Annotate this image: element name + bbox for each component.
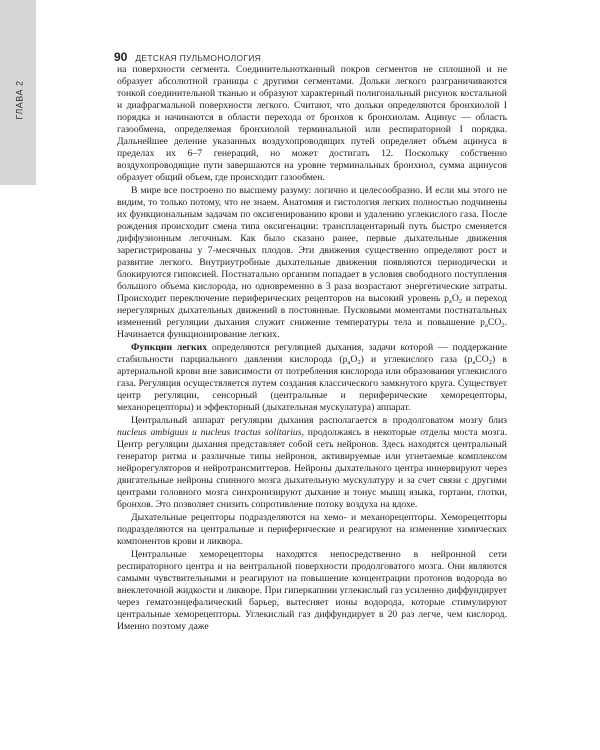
body-text bbox=[117, 64, 507, 633]
paragraph-1: на поверхности сегмента. Соединительнотканный покров сегментов не сплошной и не образует абсолютной границы с другими сегментами. Дольки легкого разграничиваются тонкой соединительной тканью и образуют характерный полигональный рисунок костальной и диафрагмальной поверхности легкого. Считают, что дольки определяются бронхиолой I порядка и начинаются в области перехода от бронхов к бронхиолам. Ацинус — область газообмена, определяемая бронхиолой терминальной или респираторной I порядка. Дальнейшее деление указанных воздухопроводящих путей определяет объем ацинуса в пределах их 6–7 генераций, но может достигать 12. Поскольку собственно воздухопроводящие пути завершаются на уровне терминальных бронхиол, сумма ацинусов образует общий объем, где происходит газообмен. bbox=[117, 64, 507, 183]
paragraph-2 bbox=[117, 185, 507, 341]
subscript-2: 2 bbox=[357, 359, 361, 366]
subscript-2: 2 bbox=[458, 298, 463, 305]
subscript-a: a bbox=[472, 359, 476, 366]
latin-conjunction: и bbox=[188, 427, 201, 438]
chapter-tab bbox=[12, 70, 26, 130]
subscript-a: a bbox=[484, 322, 488, 329]
paragraph-4-text-a: Центральный аппарат регуляции дыхания располагается в продолговатом мозгу близ bbox=[131, 415, 507, 426]
paragraph-3-text-d: CO bbox=[475, 354, 489, 365]
paragraph-2-text-a: В мире все построено по высшему разуму: логично и целесообразно. И если мы этого не видим, то только потому, что не знаем. Анатомия и гистология легких полностью подчинены их функциональным задачам по оксигенированию крови и удалению углекислого газа. После рождения происходит смена типа оксигенации: трансплацентарный путь быстро сменяется диффузионным легочным. Как было сказано ранее, первые дыхательные движения зарегистрированы у 7-месячных плодов. Эти движения существенно определяют рост и развитие легкого. Внутриутробные дыхательные движения появляются периодически и блокируются гипоксией. Постнатально организм попадает в условия свободного поступления большого объема кислорода, но одновременно в 3 раза возрастают энергетические затраты. Происходит переключение периферических рецепторов на высокий уровень p bbox=[117, 185, 507, 304]
paragraph-2-text-b: O bbox=[451, 293, 459, 304]
paragraph-2-text-c: и переход нерегулярных дыхательных движений в постоянные. Пусковыми моментами постнатальных изменений регуляции дыхания служит снижение температуры тела и повышение p bbox=[117, 293, 507, 328]
paragraph-5: Дыхательные рецепторы подразделяются на хемо- и механорецепторы. Хеморецепторы подразделяются на центральные и периферические и реагируют на изменение химических компонентов крови и ликвора. bbox=[117, 512, 507, 547]
paragraph-3-text-e: ) в артериальной крови вне зависимости от потребления кислорода или образования углекислого газа. Регуляция осуществляется путем создания классического замкнутого круга. Существует центр регуляции, сенсорный (центральные и периферические хеморецепторы, механорецепторы) и эффекторный (дыхательная мускулатура) аппарат. bbox=[117, 354, 507, 413]
chapter-tab-label: ГЛАВА 2 bbox=[14, 80, 24, 120]
latin-term-2: nucleus tractus solitarius bbox=[200, 427, 302, 438]
subscript-a: a bbox=[448, 298, 452, 305]
subscript-a: a bbox=[347, 359, 351, 366]
latin-term-1: nucleus ambiguus bbox=[117, 427, 189, 438]
paragraph-3-text-a: определяются регуляцией дыхания, задачи которой — поддержание стабильности парциального давления кислорода (p bbox=[117, 342, 507, 365]
paragraph-3-text-b: O bbox=[350, 354, 358, 365]
paragraph-4 bbox=[117, 415, 507, 511]
paragraph-4-text-c: , продолжаясь в некоторые отделы моста мозга. Центр регуляции дыхания представляет собой сеть нейронов. Здесь находятся центральный генератор ритма и различные типы нейронов, активируемые или угнетаемые комплексом нейрорегуляторов и нейротрансмиттеров. Нейроны дыхательного центра иннервируют через двигательные нейроны спинного мозга дыхательную мускулатуру и за счет связи с другими центрами головного мозга синхронизируют дыхание и тонус мышц языка, гортани, глотки, бронхов. Это позволяет снизить сопротивление потоку воздуха на вдохе. bbox=[117, 427, 507, 510]
subscript-2: 2 bbox=[501, 322, 505, 329]
paragraph-2-text-e: . Начинается функционирование легких. bbox=[117, 317, 507, 340]
lung-functions-term: Функции легких bbox=[131, 342, 208, 353]
paragraph-3 bbox=[117, 342, 507, 414]
chapter-sidebar bbox=[0, 0, 36, 185]
subscript-2: 2 bbox=[488, 359, 492, 366]
running-title: ДЕТСКАЯ ПУЛЬМОНОЛОГИЯ bbox=[135, 53, 262, 63]
running-head bbox=[114, 50, 508, 64]
page-number: 90 bbox=[114, 50, 128, 64]
paragraph-3-text-c: ) и углекислого газа (p bbox=[360, 354, 473, 365]
paragraph-2-text-d: CO bbox=[487, 317, 502, 328]
paragraph-6: Центральные хеморецепторы находятся непосредственно в нейронной сети респираторного центра и на вентральной поверхности продолговатого мозга. Они являются самыми чувствительными и реагируют на повышение концентрации протонов водорода во внеклеточной жидкости и ликворе. При гиперкапнии углекислый газ усиленно диффундирует через гематоэнцефалический барьер, вытесняет ионы водорода, которые стимулируют центральные хеморецепторы. Углекислый газ диффундирует в 20 раз легче, чем кислород. Именно поэтому даже bbox=[117, 549, 507, 632]
